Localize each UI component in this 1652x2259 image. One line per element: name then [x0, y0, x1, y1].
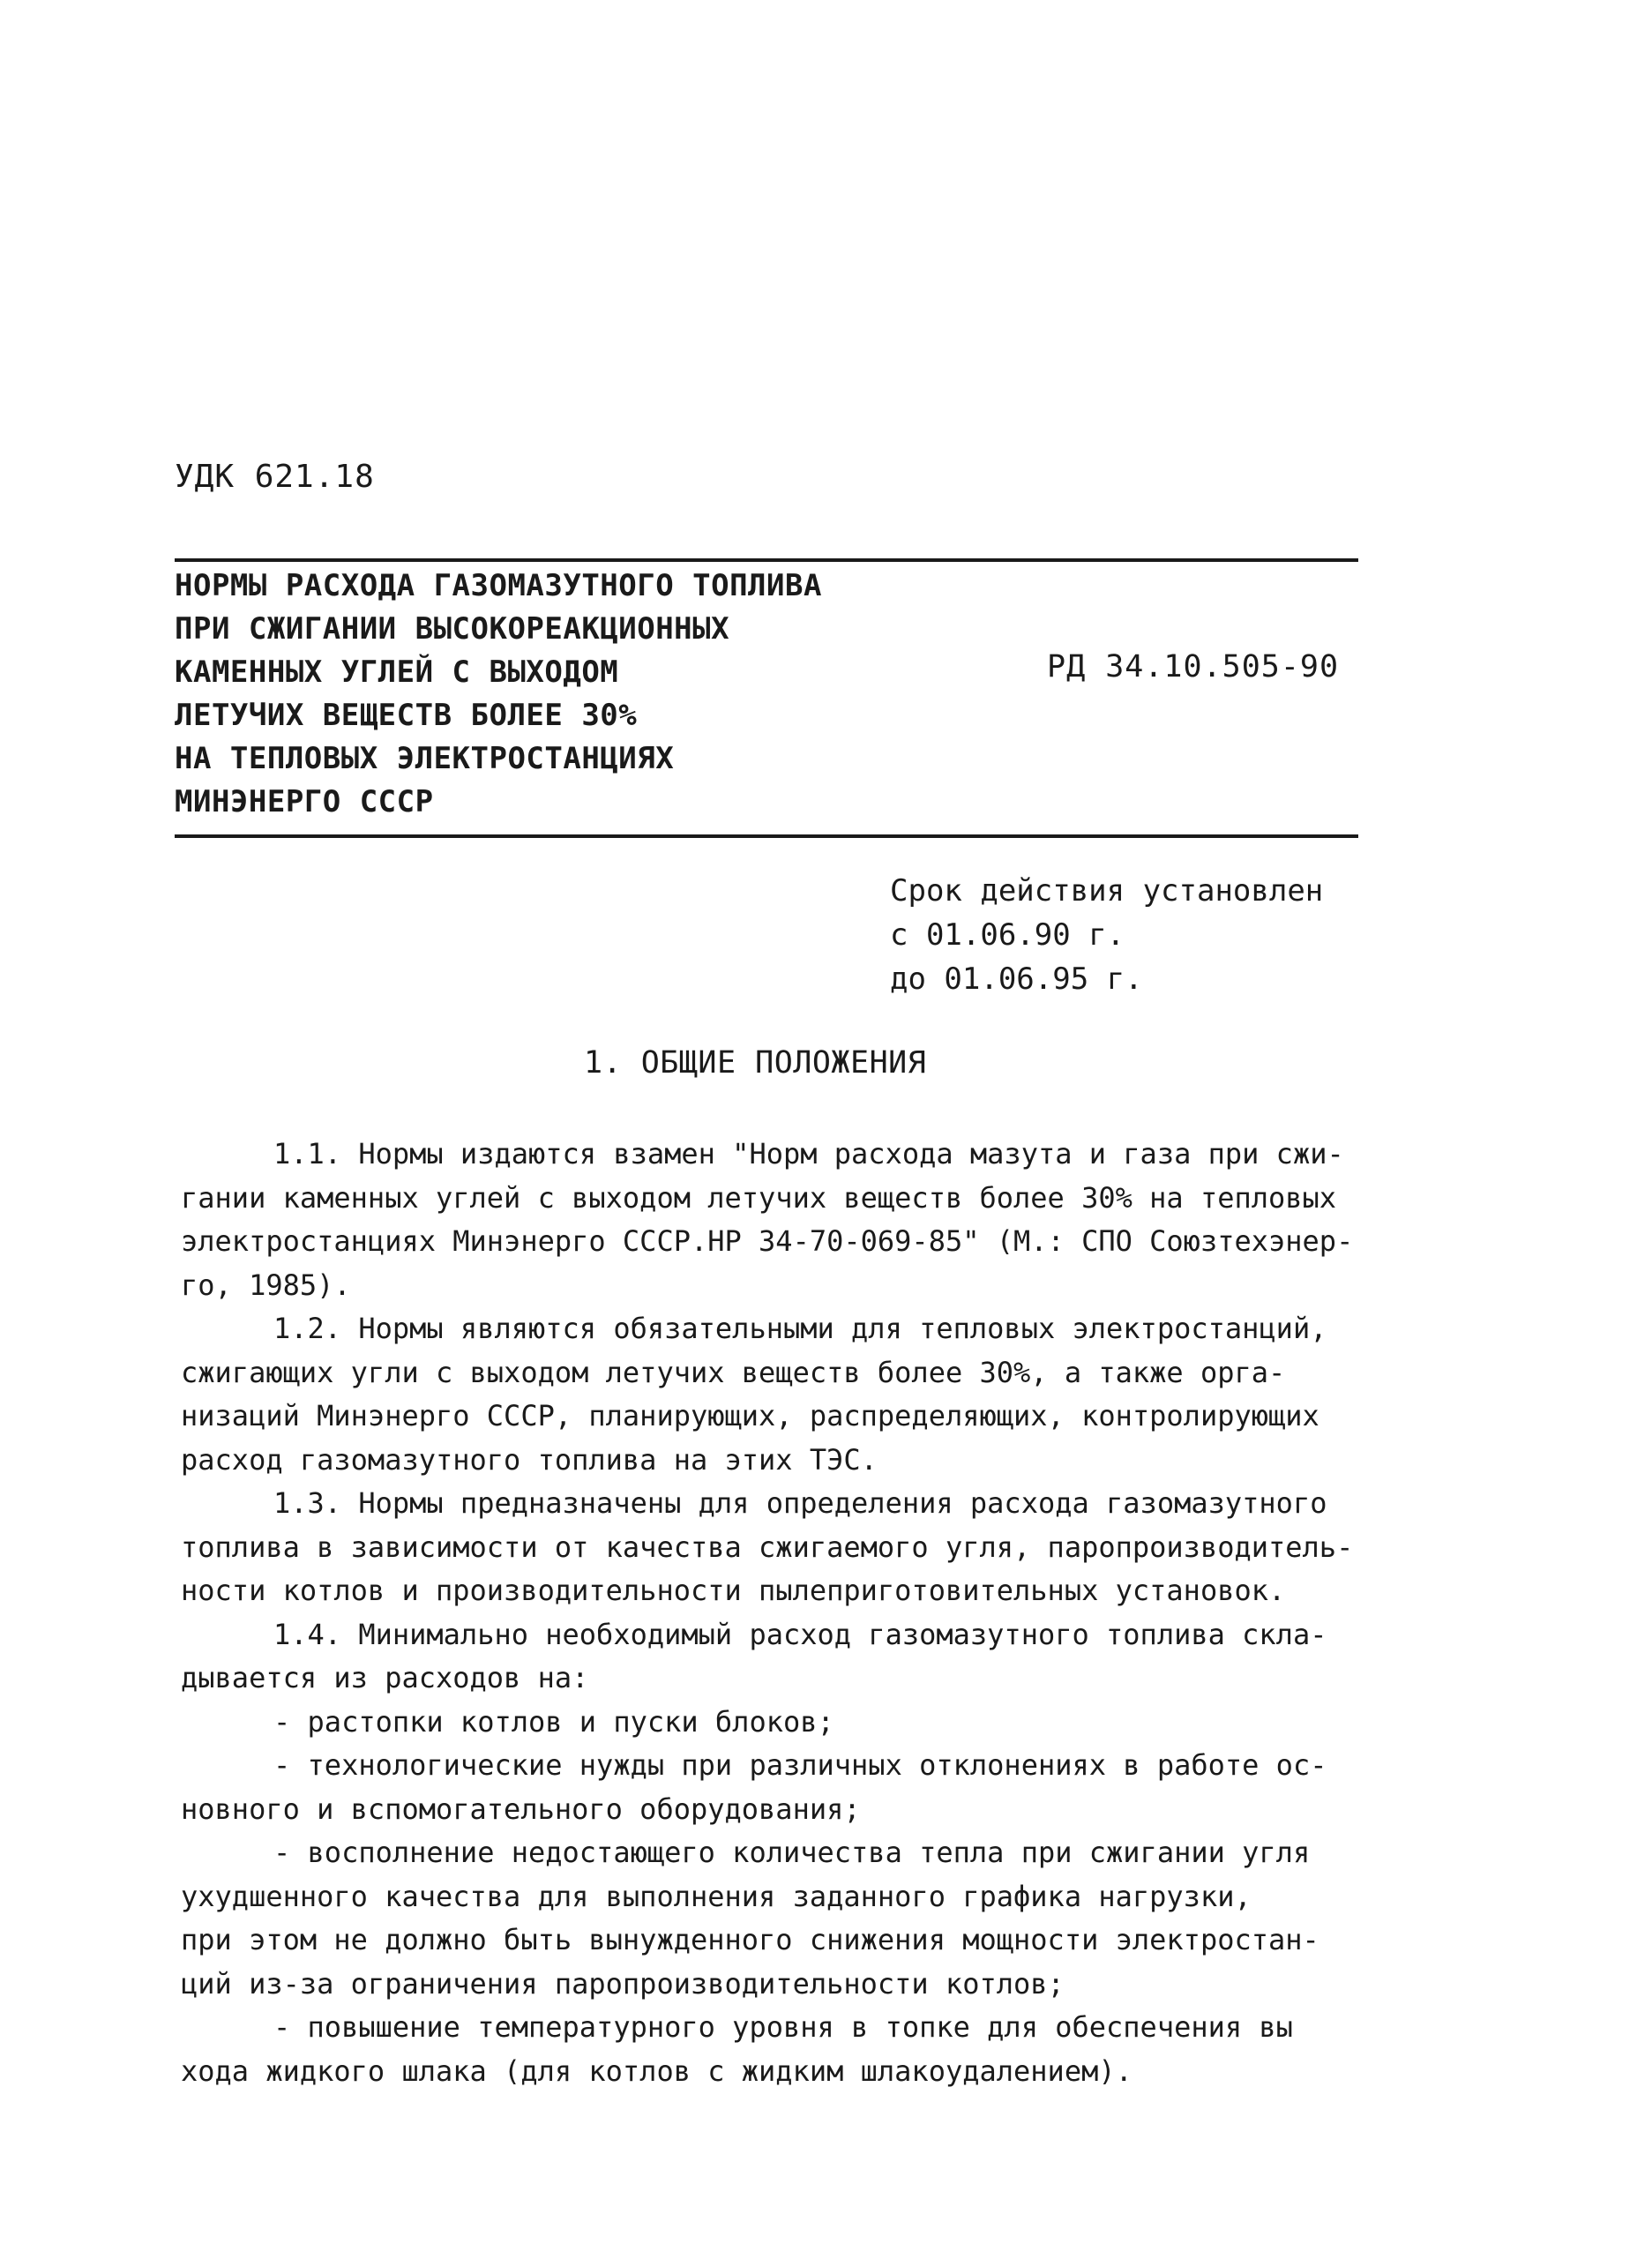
- document-title: [175, 565, 968, 824]
- body-line: при этом не должно быть вынужденного снижения мощности электростан-: [181, 1923, 1319, 1956]
- validity-line: Срок действия установлен: [890, 873, 1324, 909]
- document-code: РД 34.10.505-90: [1047, 649, 1340, 684]
- udk-code: УДК 621.18: [175, 459, 375, 495]
- body-line: ухудшенного качества для выполнения заданного графика нагрузки,: [181, 1879, 1252, 1913]
- body-line: 1.3. Нормы предназначены для определения расхода газомазутного: [273, 1486, 1327, 1520]
- body-line: дывается из расходов на:: [181, 1661, 589, 1694]
- title-bottom-rule: [175, 834, 1358, 838]
- validity-period: [890, 869, 1323, 1001]
- body-line: го, 1985).: [181, 1268, 351, 1302]
- body-line: ций из-за ограничения паропроизводительности котлов;: [181, 1966, 1065, 2001]
- validity-line: с 01.06.90 г.: [890, 917, 1125, 953]
- body-line: хода жидкого шлака (для котлов с жидким шлакоудалением).: [181, 2053, 1132, 2088]
- title-line: МИНЭНЕРГО СССР: [175, 784, 434, 819]
- body-line: - повышение температурного уровня в топке для обеспечения вы: [273, 2010, 1293, 2044]
- title-line: НОРМЫ РАСХОДА ГАЗОМАЗУТНОГО ТОПЛИВА: [175, 568, 822, 603]
- title-top-rule: [175, 558, 1358, 562]
- title-line: ПРИ СЖИГАНИИ ВЫСОКОРЕАКЦИОННЫХ: [175, 611, 730, 647]
- body-line: - технологические нужды при различных отклонениях в работе ос-: [273, 1748, 1327, 1782]
- title-line: КАМЕННЫХ УГЛЕЙ С ВЫХОДОМ: [175, 655, 619, 690]
- body-line: топлива в зависимости от качества сжигаемого угля, паропроизводитель-: [181, 1530, 1354, 1564]
- body-line: новного и вспомогательного оборудования;: [181, 1791, 861, 1826]
- body-line: электростанциях Минэнерго СССР.НР 34-70-069-85" (М.: СПО Союзтехэнер-: [181, 1224, 1354, 1258]
- body-line: сжигающих угли с выходом летучих веществ более 30%, а также орга-: [181, 1355, 1286, 1389]
- body-line: низаций Минэнерго СССР, планирующих, распределяющих, контролирующих: [181, 1399, 1319, 1432]
- body-line: ности котлов и производительности пылеприготовительных установок.: [181, 1574, 1286, 1607]
- body-line: - растопки котлов и пуски блоков;: [273, 1704, 834, 1739]
- body-line: гании каменных углей с выходом летучих веществ более 30% на тепловых: [181, 1180, 1337, 1215]
- body-line: - восполнение недостающего количества тепла при сжигании угля: [273, 1836, 1311, 1869]
- body-line: 1.1. Нормы издаются взамен "Норм расхода мазута и газа при сжи-: [273, 1137, 1344, 1171]
- body-line: расход газомазутного топлива на этих ТЭС.: [181, 1442, 878, 1477]
- body-line: 1.2. Нормы являются обязательными для тепловых электростанций,: [273, 1312, 1327, 1345]
- section-heading: 1. ОБЩИЕ ПОЛОЖЕНИЯ: [584, 1045, 927, 1081]
- title-line: ЛЕТУЧИХ ВЕЩЕСТВ БОЛЕЕ 30%: [175, 698, 638, 733]
- body-line: 1.4. Минимально необходимый расход газомазутного топлива скла-: [273, 1617, 1327, 1651]
- title-line: НА ТЕПЛОВЫХ ЭЛЕКТРОСТАНЦИЯХ: [175, 741, 675, 776]
- validity-line: до 01.06.95 г.: [890, 961, 1143, 997]
- body-text: [181, 1133, 1433, 2093]
